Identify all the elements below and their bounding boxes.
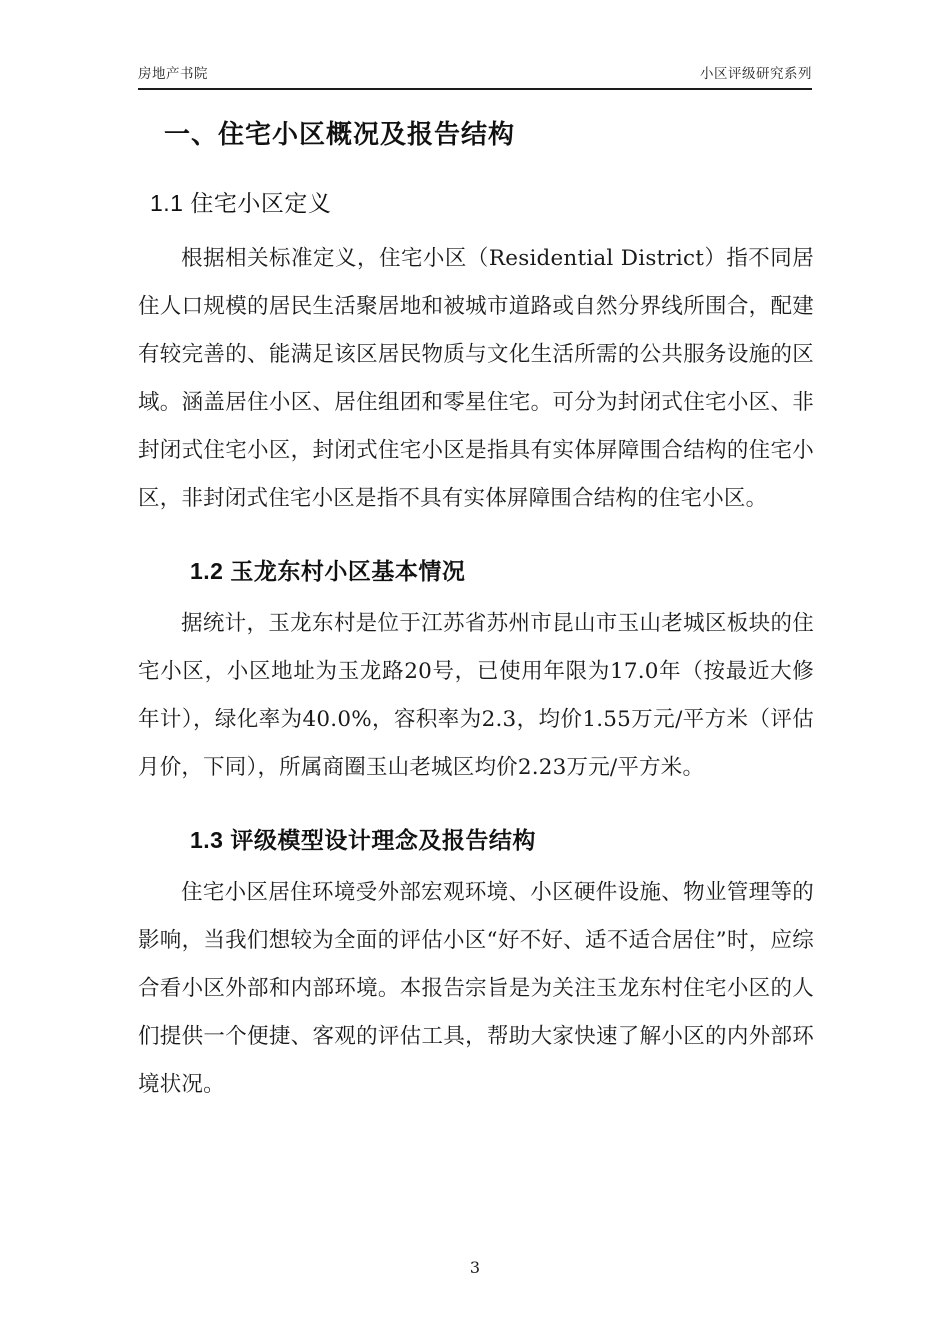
subsection-heading-1-1: 1.1 住宅小区定义 — [150, 189, 332, 216]
header-left-label: 房地产书院 — [138, 66, 208, 81]
page-title: 一、住宅小区概况及报告结构 — [164, 119, 516, 149]
page-running-header — [138, 66, 812, 90]
subsection-body-1-2: 据统计，玉龙东村是位于江苏省苏州市昆山市玉山老城区板块的住宅小区，小区地址为玉龙路20号，已使用年限为17.0年（按最近大修年计），绿化率为40.0%，容积率为2.3，均价1.55万元/平方米（评估月价，下同），所属商圈玉山老城区均价2.23万元/平方米。 — [138, 611, 814, 780]
subsection-body-1-1: 根据相关标准定义，住宅小区（Residential District）指不同居住人口规模的居民生活聚居地和被城市道路或自然分界线所围合，配建有较完善的、能满足该区居民物质与文化生活所需的公共服务设施的区域。涵盖居住小区、居住组团和零星住宅。可分为封闭式住宅小区、非封闭式住宅小区，封闭式住宅小区是指具有实体屏障围合结构的住宅小区，非封闭式住宅小区是指不具有实体屏障围合结构的住宅小区。 — [138, 246, 814, 512]
subsection-body-1-3: 住宅小区居住环境受外部宏观环境、小区硬件设施、物业管理等的影响，当我们想较为全面的评估小区“好不好、适不适合居住”时，应综合看小区外部和内部环境。本报告宗旨是为关注玉龙东村住宅小区的人们提供一个便捷、客观的评估工具，帮助大家快速了解小区的内外部环境状况。 — [138, 879, 814, 1097]
document-content — [138, 110, 814, 1109]
header-right-label: 小区评级研究系列 — [700, 66, 812, 81]
page-number: 3 — [469, 1258, 481, 1277]
subsection-heading-1-2: 1.2 玉龙东村小区基本情况 — [190, 558, 466, 585]
subsection-heading-1-3: 1.3 评级模型设计理念及报告结构 — [190, 827, 536, 853]
